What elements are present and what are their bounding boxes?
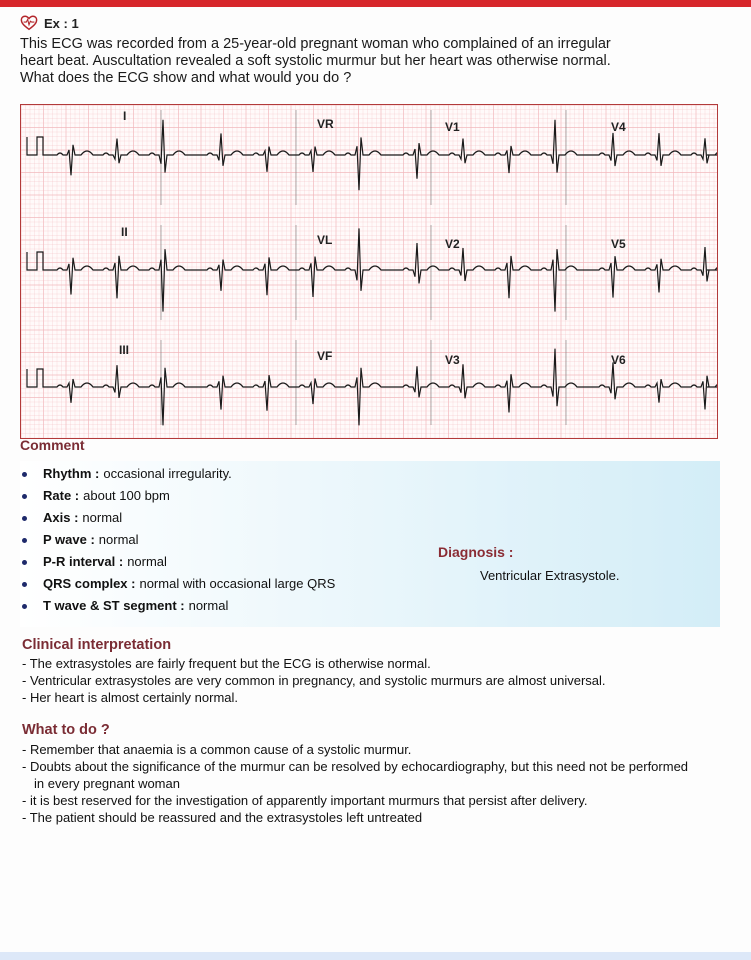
item-label: Axis : [43,510,79,525]
clinical-heading: Clinical interpretation [22,637,172,653]
item-value: normal [188,598,229,613]
item-value: about 100 bpm [83,488,170,503]
bullet-icon [22,516,27,521]
comment-heading: Comment [20,437,85,453]
item-label: P-R interval : [43,554,124,569]
lead-label-v6: V6 [611,353,626,367]
item-value: occasional irregularity. [103,466,232,481]
bullet-icon [22,538,27,543]
item-value: normal with occasional large QRS [139,576,336,591]
lead-label-v1: V1 [445,120,460,134]
list-item [22,463,335,485]
lead-label-v4: V4 [611,120,626,134]
list-item: - it is best reserved for the investigation of apparently important murmurs that persist after delivery. [22,793,588,808]
intro-line: What does the ECG show and what would you do ? [20,70,352,86]
list-item: - The patient should be reassured and the extrasystoles left untreated [22,810,423,825]
list-item: - Doubts about the significance of the murmur can be resolved by echocardiography, but this need not be performed in every pregnant woman [22,759,689,791]
intro-line: This ECG was recorded from a 25-year-old pregnant woman who complained of an irregular [20,36,611,52]
bullet-icon [22,604,27,609]
bullet-icon [22,472,27,477]
diagnosis-heading: Diagnosis : [438,544,514,560]
list-item: - Remember that anaemia is a common cause of a systolic murmur. [22,742,412,757]
bullet-icon [22,494,27,499]
item-label: QRS complex : [43,576,136,591]
lead-label-v5: V5 [611,237,626,251]
item-label: P wave : [43,532,95,547]
list-item: - The extrasystoles are fairly frequent but the ECG is otherwise normal. [22,656,431,671]
item-value: normal [127,554,167,569]
item-label: Rate : [43,488,80,503]
comment-list [22,463,335,617]
lead-label-vf: VF [317,349,333,363]
item-value: normal [82,510,123,525]
lead-label-iii: III [119,343,130,357]
list-item [22,485,335,507]
diagnosis-text: Ventricular Extrasystole. [480,568,620,583]
bullet-icon [22,560,27,565]
ecg-trace-grid [21,105,717,438]
lead-label-v3: V3 [445,353,460,367]
clinical-list [22,655,606,706]
lead-label-vl: VL [317,233,333,247]
list-item: - Her heart is almost certainly normal. [22,690,239,705]
lead-label-v2: V2 [445,237,460,251]
item-value: normal [98,532,139,547]
top-accent-bar [0,0,751,7]
list-item [22,551,335,573]
intro-line: heart beat. Auscultation revealed a soft systolic murmur but her heart was otherwise normal. [20,53,611,69]
list-item [22,529,335,551]
list-item [22,595,335,617]
lead-label-vr: VR [317,117,334,131]
exercise-header [20,14,79,32]
lead-label-i: I [123,109,127,123]
exercise-label: Ex : 1 [44,15,79,31]
heart-icon [20,14,38,32]
lead-label-ii: II [121,225,128,239]
todo-list [22,741,722,826]
item-label: T wave & ST segment : [43,598,185,613]
list-item: - Ventricular extrasystoles are very common in pregnancy, and systolic murmurs are almost universal. [22,673,606,688]
bullet-icon [22,582,27,587]
list-item [22,573,335,595]
item-label: Rhythm : [43,466,100,481]
list-item [22,507,335,529]
ecg-strip [20,104,718,439]
case-description [20,36,640,87]
bottom-accent-bar [0,952,751,960]
todo-heading: What to do ? [22,722,110,738]
